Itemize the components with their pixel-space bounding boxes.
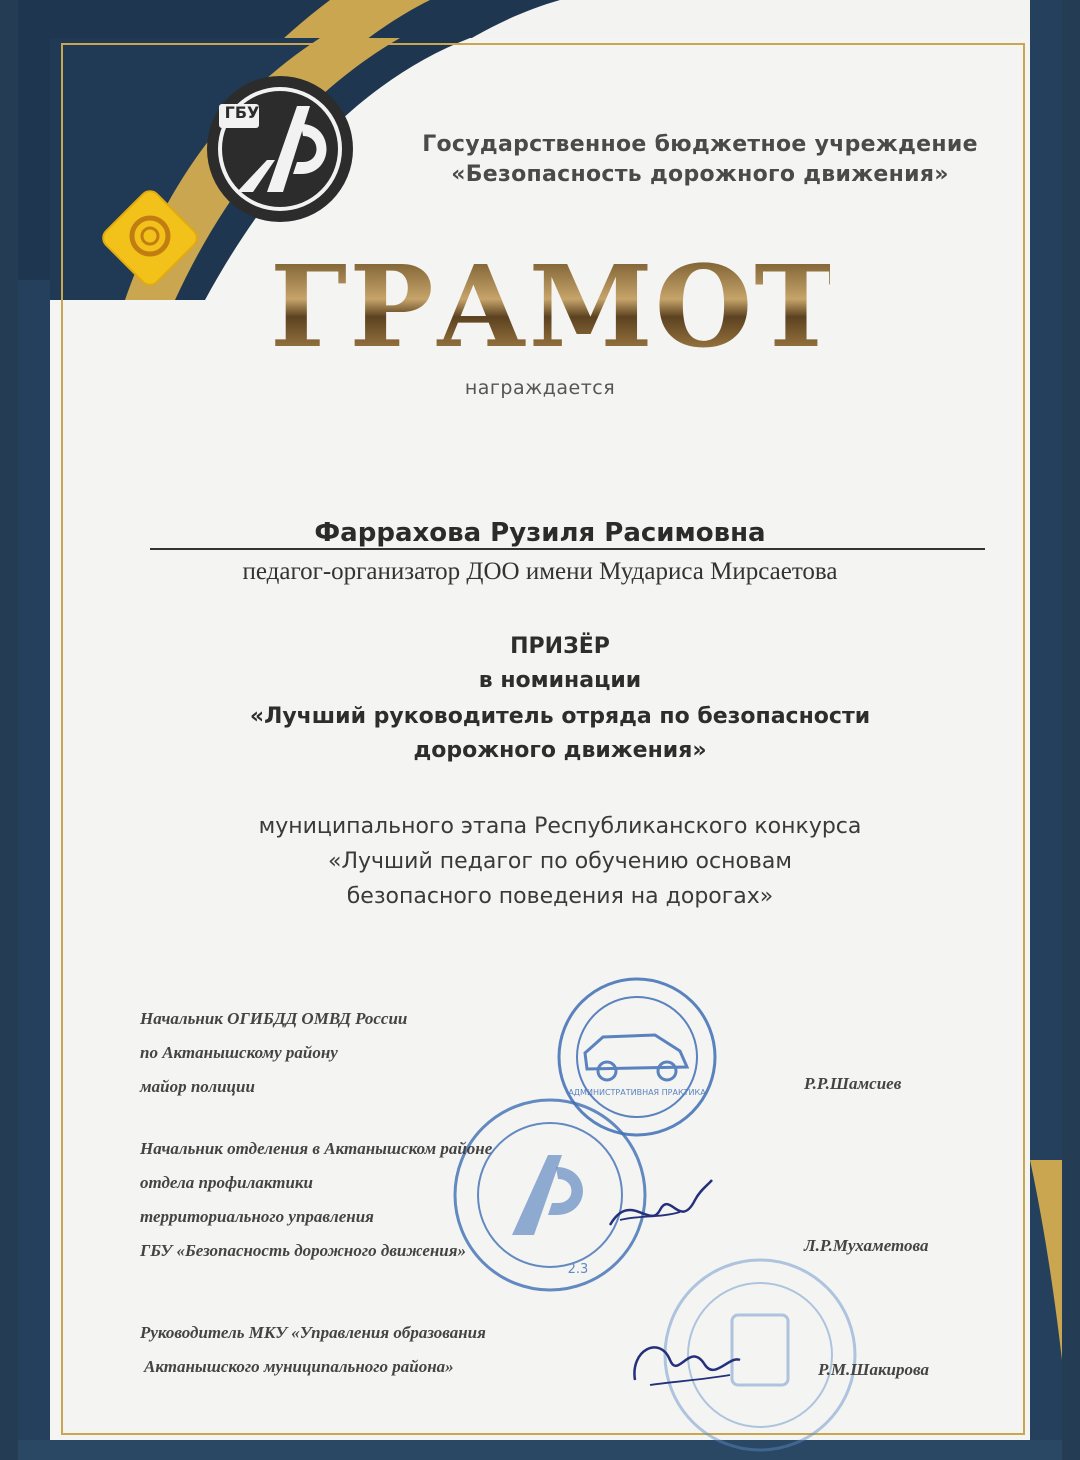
award-place: ПРИЗЁР — [510, 634, 610, 659]
signatory-1-name: Р.Р.Шамсиев — [804, 1074, 902, 1093]
awarded-to-label: награждается — [464, 377, 616, 399]
recipient-name: Фаррахова Рузиля Расимовна — [314, 518, 766, 548]
signature-mukhametova-icon — [600, 1170, 720, 1250]
nomination-line-2: дорожного движения» — [413, 738, 707, 763]
certificate-title: ГРАМОТА — [270, 242, 933, 373]
road-safety-diamond-badge-icon — [94, 182, 206, 294]
signatory-3-title-line: Актанышского муниципального района» — [144, 1357, 454, 1376]
signatory-2-title-line: территориального управления — [140, 1207, 374, 1226]
signatory-1-title-line: майор полиции — [140, 1077, 255, 1096]
logo-badge-text: ГБУ — [224, 103, 260, 122]
signatory-2-name: Л.Р.Мухаметова — [804, 1236, 929, 1255]
signature-shakirova-icon — [620, 1320, 750, 1400]
gbu-logo-icon — [205, 74, 355, 224]
signatory-1-title — [140, 1002, 407, 1104]
signatory-1-title-line: по Актанышскому району — [140, 1043, 338, 1062]
signatory-3-title — [140, 1316, 486, 1384]
organization-header — [410, 130, 990, 190]
recipient-position: педагог-организатор ДОО имени Мудариса Мирсаетова — [242, 558, 838, 585]
signatory-2-title — [140, 1132, 492, 1268]
signatory-1-title-line: Начальник ОГИБДД ОМВД России — [140, 1009, 408, 1028]
organization-line-1: Государственное бюджетное учреждение — [422, 132, 978, 157]
signatory-3-title-line: Руководитель МКУ «Управления образования — [140, 1323, 486, 1342]
nomination-label: в номинации — [478, 668, 642, 693]
nomination-line-1: «Лучший руководитель отряда по безопасности — [249, 704, 871, 729]
contest-line-2: «Лучший педагог по обучению основам — [328, 849, 792, 874]
name-underline — [150, 548, 985, 550]
signatory-3-name: Р.М.Шакирова — [818, 1360, 929, 1379]
signatory-2-title-line: ГБУ «Безопасность дорожного движения» — [140, 1241, 467, 1260]
organization-line-2: «Безопасность дорожного движения» — [451, 162, 949, 187]
svg-text:АДМИНИСТРАТИВНАЯ ПРАКТИКА: АДМИНИСТРАТИВНАЯ ПРАКТИКА — [568, 1088, 706, 1097]
signatory-2-title-line: отдела профилактики — [140, 1173, 313, 1192]
contest-line-3: безопасного поведения на дорогах» — [346, 884, 774, 909]
svg-text:2.3: 2.3 — [567, 1262, 589, 1277]
contest-line-1: муниципального этапа Республиканского конкурса — [258, 814, 862, 839]
signatory-2-title-line: Начальник отделения в Актанышском районе — [140, 1139, 493, 1158]
